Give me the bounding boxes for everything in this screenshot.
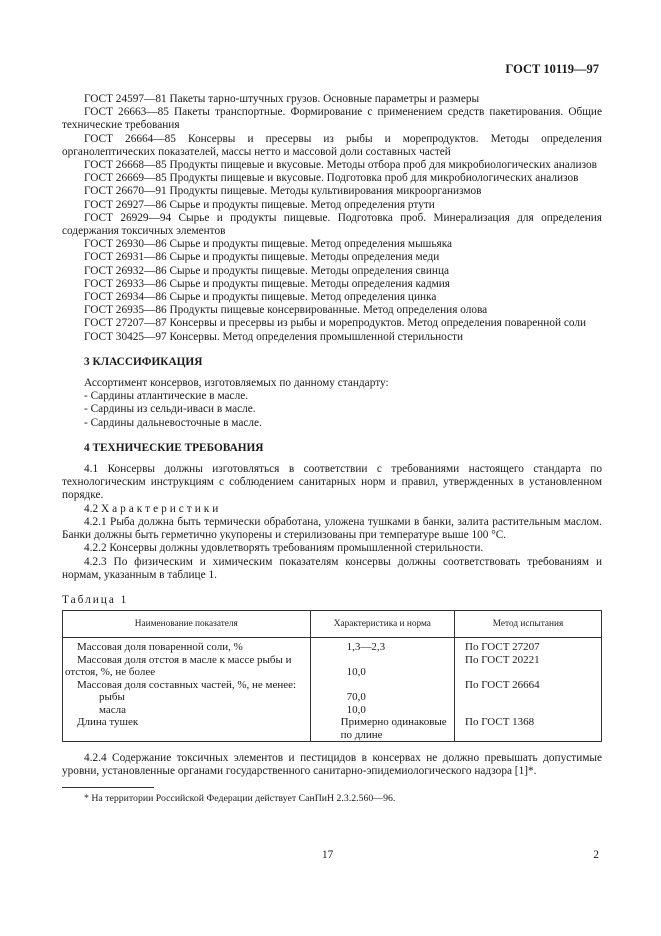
paragraph-4-2-2: 4.2.2 Консервы должны удовлетворять требованиям промышленной стерильности. (84, 542, 484, 555)
table-cell-method: По ГОСТ 1368 (455, 716, 602, 742)
table-row (63, 654, 602, 679)
paragraph-4-2-1: 4.2.1 Рыба должна быть термически обработана, уложена тушками в банки, залита растительным маслом. Банки должны быть герметично укупорены и стерилизованы при температуре выше 100 °С. (62, 515, 602, 542)
table-cell-name: Массовая доля поваренной соли, % (63, 638, 311, 654)
table-cell-method: По ГОСТ 27207 (455, 638, 602, 654)
table-header-cell: Характеристика и норма (310, 611, 454, 638)
table-cell-method: По ГОСТ 26664 (455, 679, 602, 692)
standard-code-header: ГОСТ 10119—97 (505, 62, 599, 76)
reference-item: ГОСТ 26664—85 Консервы и пресервы из рыбы и морепродуктов. Методы определения органолептических показателей, массы нетто и массовой доли составных частей (62, 132, 602, 158)
reference-item: ГОСТ 26929—94 Сырье и продукты пищевые. Подготовка проб. Минерализация для определения содержания токсичных элементов (62, 211, 602, 238)
footnote: * На территории Российской Федерации действует СанПиН 2.3.2.560—96. (84, 792, 396, 804)
reference-item: ГОСТ 26663—85 Пакеты транспортные. Формирование с применением средств пакетирования. Общие технические требования (62, 106, 602, 132)
table-cell-value: 10,0 (310, 654, 454, 679)
paragraph-4-2-title: Характеристики (100, 502, 222, 515)
page-number-right: 2 (593, 849, 599, 861)
table-row (63, 716, 602, 742)
table-cell-method (455, 691, 602, 704)
reference-item: ГОСТ 26934—86 Сырье и продукты пищевые. Метод определения цинка (84, 291, 437, 304)
reference-item: ГОСТ 26932—86 Сырье и продукты пищевые. Методы определения свинца (84, 264, 450, 277)
paragraph-4-2 (62, 503, 602, 516)
reference-item: ГОСТ 27207—87 Консервы и пресервы из рыбы и морепродуктов. Метод определения поваренной соли (84, 317, 587, 330)
reference-item: ГОСТ 26931—86 Сырье и продукты пищевые. Методы определения меди (84, 251, 440, 264)
table-row (63, 691, 602, 704)
reference-item: ГОСТ 26670—91 Продукты пищевые. Методы культивирования микроорганизмов (84, 185, 482, 198)
table-cell-method (455, 704, 602, 717)
table-cell-name: Массовая доля составных частей, %, не менее: (63, 679, 311, 692)
table-cell-value: 1,3—2,3 (310, 638, 454, 654)
classification-item: - Сардины атлантические в масле. (84, 390, 249, 403)
paragraph-4-2-4: 4.2.4 Содержание токсичных элементов и пестицидов в консервах не должно превышать допустимые уровни, установленные органами государственного санитарно-эпидемиологического надзора [1]*. (62, 752, 602, 778)
paragraph-4-2-3: 4.2.3 По физическим и химическим показателям консервы должны соответствовать требованиям и нормам, указанным в таблице 1. (62, 555, 602, 581)
table-row (63, 638, 602, 654)
table-cell-value: 10,0 (310, 704, 454, 717)
table-cell-value: Примерно одинаковые по длине (310, 716, 454, 742)
table-row (63, 704, 602, 717)
table-cell-value (310, 679, 454, 692)
table-cell-name: Длина тушек (63, 716, 311, 742)
reference-item: ГОСТ 24597—81 Пакеты тарно-штучных грузов. Основные параметры и размеры (84, 93, 480, 105)
table-cell-name: рыбы (63, 691, 311, 704)
classification-item: - Сардины из сельди-иваси в масле. (84, 403, 256, 416)
paragraph-4-2-number: 4.2 (84, 502, 99, 515)
reference-item: ГОСТ 30425—97 Консервы. Метод определения промышленной стерильности (84, 330, 464, 343)
reference-item: ГОСТ 26927—86 Сырье и продукты пищевые. Метод определения ртути (84, 198, 435, 211)
reference-item: ГОСТ 26668—85 Продукты пищевые и вкусовые. Методы отбора проб для микробиологических анализов (84, 159, 597, 172)
reference-item: ГОСТ 26930—86 Сырье и продукты пищевые. Метод определения мышьяка (84, 238, 453, 251)
section-4-heading: 4 ТЕХНИЧЕСКИЕ ТРЕБОВАНИЯ (84, 441, 264, 454)
classification-item: - Сардины дальневосточные в масле. (84, 416, 262, 429)
table-header-cell: Наименование показателя (63, 611, 311, 638)
table-caption: Таблица 1 (62, 593, 129, 606)
reference-item: ГОСТ 26669—85 Продукты пищевые и вкусовые. Подготовка проб для микробиологических анализов (84, 172, 579, 185)
table-row (63, 679, 602, 692)
table-cell-method: По ГОСТ 20221 (455, 654, 602, 679)
table-1 (62, 610, 602, 742)
section-3-intro: Ассортимент консервов, изготовляемых по данному стандарту: (84, 377, 389, 390)
table-cell-name: масла (63, 704, 311, 717)
table-header-cell: Метод испытания (455, 611, 602, 638)
section-3-heading: 3 КЛАССИФИКАЦИЯ (84, 355, 203, 368)
reference-item: ГОСТ 26933—86 Сырье и продукты пищевые. Методы определения кадмия (84, 277, 450, 290)
references-list (62, 93, 602, 344)
footnote-divider (62, 787, 154, 788)
table-header-row (63, 611, 602, 638)
document-body (62, 93, 602, 805)
table-cell-value: 70,0 (310, 691, 454, 704)
table-cell-name: Массовая доля отстоя в масле к массе рыбы и отстоя, %, не более (63, 654, 311, 679)
page-number-center: 17 (322, 849, 334, 861)
reference-item: ГОСТ 26935—86 Продукты пищевые консервированные. Метод определения олова (84, 304, 488, 317)
paragraph-4-1: 4.1 Консервы должны изготовляться в соответствии с требованиями настоящего стандарта по технологическим инструкциям с соблюдением санитарных норм и правил, утвержденных в установленном порядке. (62, 463, 602, 502)
